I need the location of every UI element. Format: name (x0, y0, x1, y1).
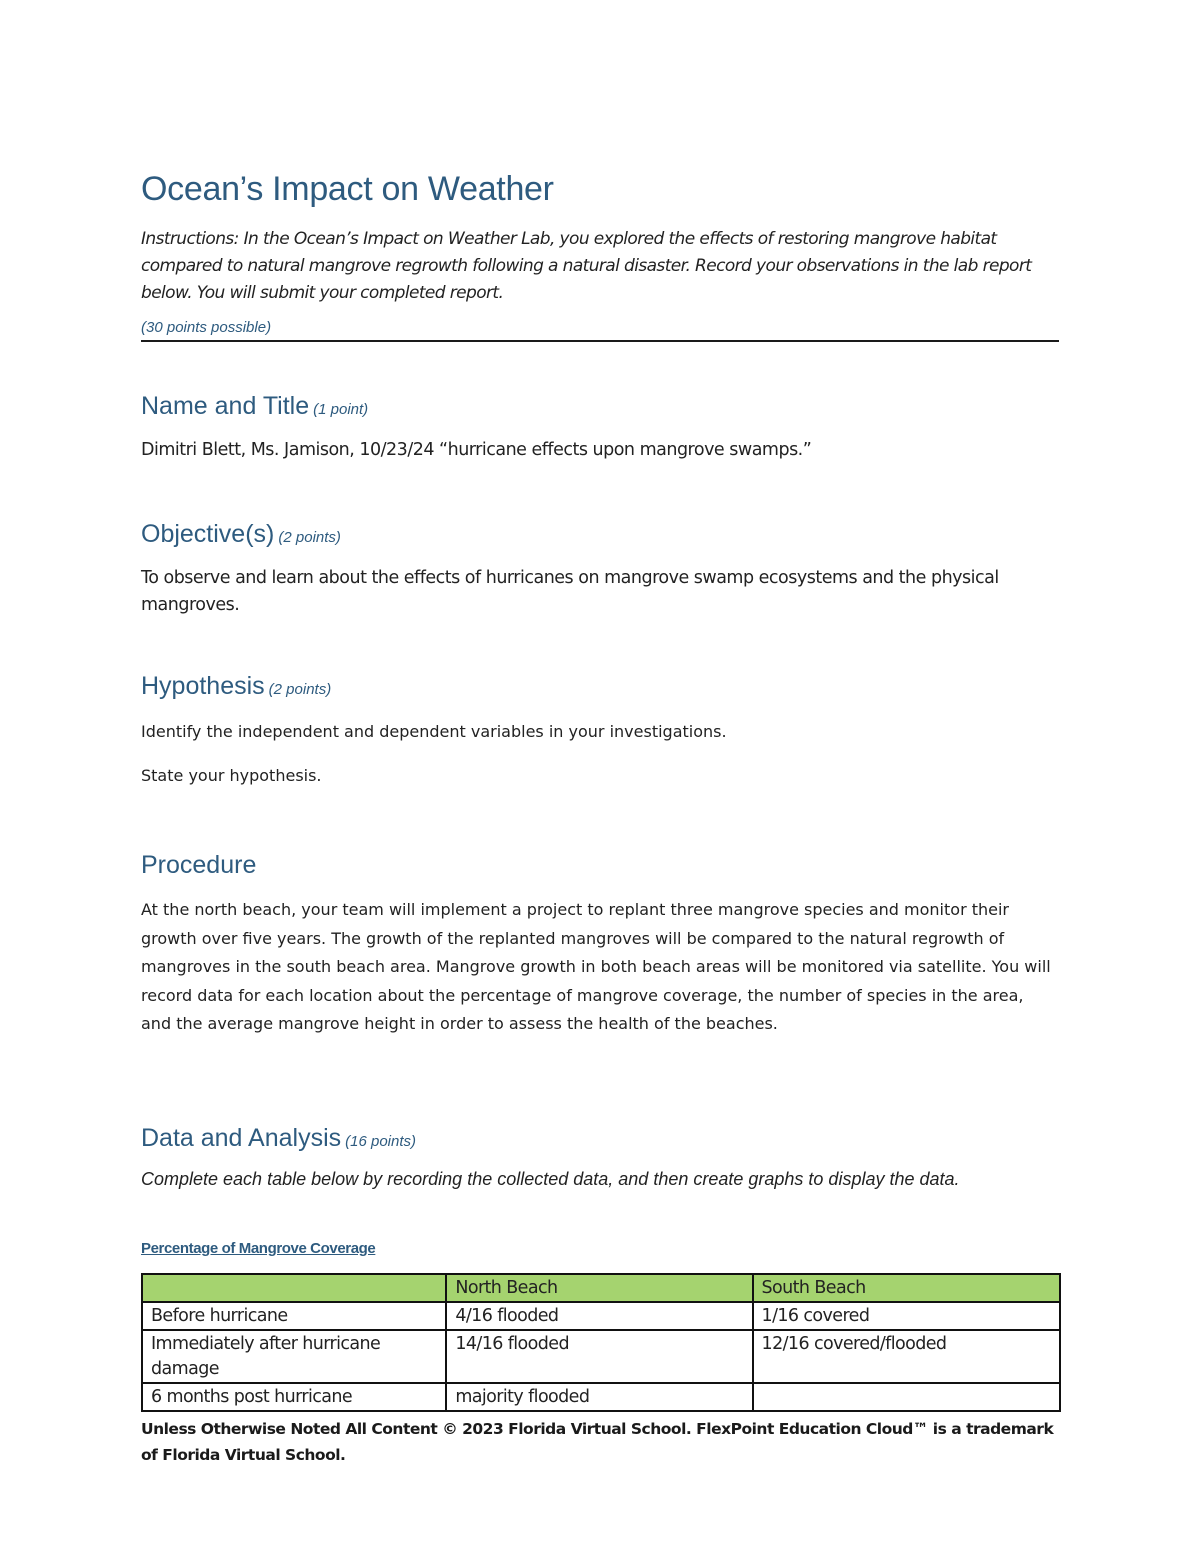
data-analysis-instructions: Complete each table below by recording the collected data, and then create graphs to display the data. (141, 1169, 960, 1189)
procedure-heading (141, 851, 256, 880)
table-row (142, 1302, 1060, 1330)
table-row (142, 1330, 1060, 1383)
hypothesis-prompt-variables: Identify the independent and dependent variables in your investigations. (141, 722, 727, 741)
name-title-heading (141, 392, 368, 421)
table-cell[interactable]: 1/16 covered (753, 1302, 1060, 1330)
table-header-cell (142, 1274, 446, 1302)
points-possible: (30 points possible) (141, 319, 272, 336)
title-divider (141, 340, 1059, 342)
coverage-table (141, 1273, 1061, 1412)
table-row (142, 1383, 1060, 1411)
table-cell: 6 months post hurricane (142, 1383, 446, 1411)
objective-text: To observe and learn about the effects of hurricanes on mangrove swamp ecosystems and the physical mangroves. (141, 568, 999, 615)
instructions-text: Instructions: In the Ocean’s Impact on Weather Lab, you explored the effects of restoring mangrove habitat compared to natural mangrove regrowth following a natural disaster. Record your observations in the lab report below. You will submit your completed report. (141, 229, 1032, 303)
table-header-cell: North Beach (446, 1274, 752, 1302)
objective-heading-label: Objective(s) (141, 520, 275, 548)
name-title-points: (1 point) (313, 401, 369, 418)
procedure-heading-label: Procedure (141, 851, 257, 879)
table-cell[interactable] (753, 1383, 1060, 1411)
table-cell[interactable]: majority flooded (446, 1383, 752, 1411)
data-analysis-points: (16 points) (345, 1133, 416, 1150)
table-header-row (142, 1274, 1060, 1302)
copyright-footer: Unless Otherwise Noted All Content © 2023 Florida Virtual School. FlexPoint Education Cloud™ is a trademark of Florida Virtual School. (141, 1420, 1054, 1464)
objective-heading (141, 520, 341, 549)
data-analysis-heading-label: Data and Analysis (141, 1124, 342, 1152)
objective-points: (2 points) (278, 529, 341, 546)
hypothesis-prompt-statement: State your hypothesis. (141, 766, 322, 785)
table-cell[interactable]: 4/16 flooded (446, 1302, 752, 1330)
table-cell: Immediately after hurricane damage (142, 1330, 446, 1383)
table-cell[interactable]: 12/16 covered/flooded (753, 1330, 1060, 1383)
table-header-cell: South Beach (753, 1274, 1060, 1302)
document-title: Ocean’s Impact on Weather (141, 170, 554, 208)
table-cell[interactable]: 14/16 flooded (446, 1330, 752, 1383)
hypothesis-heading (141, 672, 331, 701)
hypothesis-heading-label: Hypothesis (141, 672, 265, 700)
table-cell: Before hurricane (142, 1302, 446, 1330)
hypothesis-points: (2 points) (268, 681, 332, 698)
name-title-text: Dimitri Blett, Ms. Jamison, 10/23/24 “hurricane effects upon mangrove swamps.” (141, 440, 812, 460)
coverage-table-caption: Percentage of Mangrove Coverage (141, 1240, 376, 1257)
procedure-text: At the north beach, your team will implement a project to replant three mangrove species and monitor their growth over five years. The growth of the replanted mangroves will be compared to the natural regrowth of mangroves in the south beach area. Mangrove growth in both beach areas will be monitored via satellite. You will record data for each location about the percentage of mangrove coverage, the number of species in the area, and the average mangrove height in order to assess the health of the beaches. (141, 900, 1051, 1033)
name-title-heading-label: Name and Title (141, 392, 310, 420)
data-analysis-heading (141, 1124, 416, 1153)
